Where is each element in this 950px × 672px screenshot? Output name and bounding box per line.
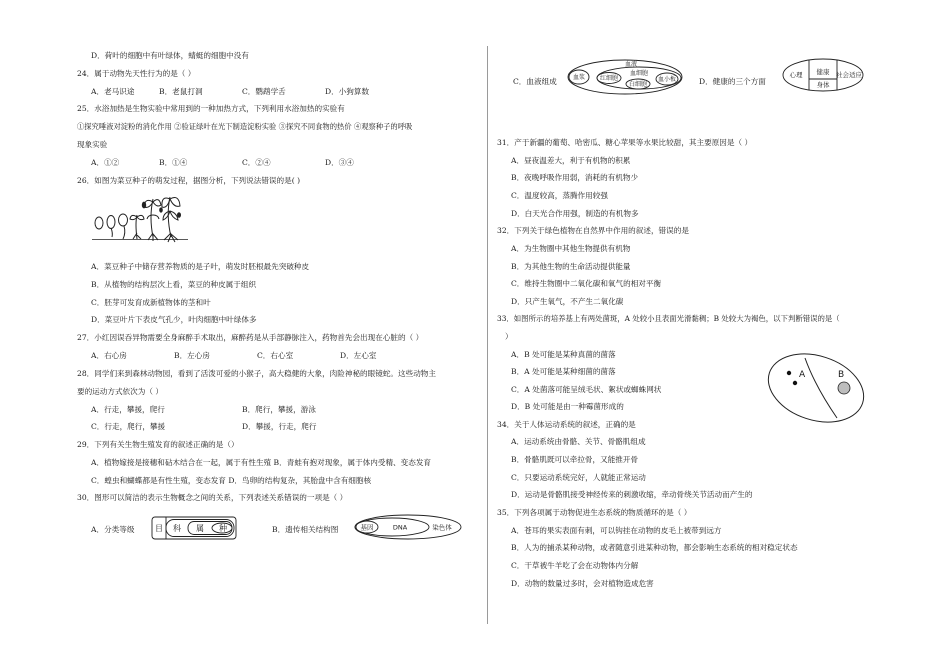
physical-label: 身体 (816, 81, 830, 89)
right-column (489, 0, 950, 672)
region-b-label: B (838, 370, 845, 380)
q24-option-b: B．老鼠打洞 (159, 87, 203, 96)
q23-option-d: D．荷叶的细胞中有叶绿体，蜻蜓的细胞中没有 (91, 51, 249, 60)
blood-label: 血液 (624, 61, 638, 68)
q25-statements-cont: 现象实验 (77, 140, 108, 149)
q26-option-c: C．胚芽可发育成新植物体的茎和叶 (91, 298, 211, 307)
q34-option-a: A．运动系统由骨骼、关节、骨骼肌组成 (511, 437, 646, 446)
q29-options-ab: A．植物嫁接是接穗和砧木结合在一起，属于有性生殖 B．青蛙有抱对现象，属于体内受精、变态发育 (91, 458, 432, 467)
q35-option-d: D．动物的数量过多时，会对植物造成危害 (511, 579, 654, 588)
q28-stem-cont: 要的运动方式依次为（ ） (77, 387, 163, 396)
chromosome-label: 染色体 (432, 523, 452, 532)
q33-option-c: C．A 处菌落可能呈绒毛状、絮状或蜘蛛网状 (511, 385, 662, 394)
q32-option-b: B．为其他生物的生命活动提供能量 (511, 262, 631, 271)
q28-stem: 28．同学们来到森林动物园，看到了活泼可爱的小猴子，高大稳健的大象，肉险神秘的眼镜蛇。这些动物主 (77, 369, 436, 378)
q34-stem: 34．关于人体运动系统的叙述，正确的是 (497, 420, 636, 429)
q31-stem: 31．产于新疆的葡萄、哈密瓜、糖心苹果等水果比较甜，其主要原因是（ ） (497, 138, 753, 147)
q33-option-a: A．B 处可能是某种真菌的菌落 (511, 350, 616, 359)
q34-option-b: B．骨骼肌既可以牵拉骨，又能推开骨 (511, 455, 639, 464)
q34-option-d: D．运动是骨骼肌接受神经传来的刺激收缩，牵动骨绕关节活动而产生的 (511, 490, 753, 499)
q32-stem: 32．下列关于绿色植物在自然界中作用的叙述，错误的是 (497, 226, 689, 235)
q35-stem: 35．下列各项属于动物促进生态系统的物质循环的是（ ） (497, 508, 692, 517)
q26-option-a: A．菜豆种子中储存营养物质的是子叶，萌发时胚根最先突破种皮 (91, 262, 310, 271)
q25-option-d: D．③④ (325, 158, 354, 167)
gene-label: 基因 (360, 523, 374, 532)
blood-composition-diagram (565, 57, 685, 97)
q32-option-c: C．维持生物圈中二氧化碳和氧气的相对平衡 (511, 279, 662, 288)
mental-label: 心理 (789, 71, 803, 79)
q24-stem: 24．属于动物先天性行为的是（ ） (77, 69, 196, 78)
q35-option-c: C．干草被牛羊吃了会在动物体内分解 (511, 561, 639, 570)
q33-stem: 33．如图所示的培养基上有两处菌斑，A 处较小且表面光滑黏稠；B 处较大为褐色，以下判断错误的是（ (497, 314, 840, 323)
q34-option-c: C．只要运动系统完好，人就能正常运动 (511, 473, 646, 482)
taxonomy-label-species: 种 (219, 524, 227, 533)
colony-a-dot-1 (787, 371, 791, 375)
health-three-aspects-diagram (781, 57, 865, 93)
plasma-label: 血浆 (572, 74, 586, 81)
taxonomy-label-family: 科 (173, 524, 181, 533)
platelet-label: 血小板 (657, 76, 677, 83)
q32-option-a: A．为生物圈中其他生物提供有机物 (511, 244, 631, 253)
petri-dish-figure (765, 352, 867, 424)
q28-option-d: D．攀援，行走，爬行 (242, 422, 317, 431)
q24-option-a: A．老马识途 (91, 87, 135, 96)
taxonomy-nested-diagram (150, 514, 240, 542)
q27-stem: 27．小红因误吞异物需要全身麻醉手术取出，麻醉药是从手部静脉注入，药物首先会出现在心脏的（ ） (77, 333, 424, 342)
q24-option-d: D．小狗算数 (325, 87, 370, 96)
q28-option-a: A．行走，攀援，爬行 (91, 405, 165, 414)
q30-option-b: B．遗传相关结构图 (272, 525, 339, 534)
q28-option-b: B．爬行，攀援，游泳 (242, 405, 316, 414)
taxonomy-label-order: 目 (155, 524, 163, 533)
q30-option-a: A．分类等级 (91, 525, 135, 534)
q29-options-cd: C．蝗虫和蝴蝶都是有性生殖，变态发育 D．鸟卵的结构复杂，其胎盘中含有细胞核 (91, 476, 372, 485)
gene-dna-chromosome-diagram (352, 512, 464, 542)
q33-option-b: B．A 处可能是某种细菌的菌落 (511, 367, 616, 376)
taxonomy-label-genus: 属 (196, 524, 204, 533)
q27-option-c: C．右心室 (257, 351, 294, 360)
q31-option-d: D．白天光合作用强，制造的有机物多 (511, 209, 639, 218)
q27-option-b: B．左心房 (174, 351, 210, 360)
q27-option-d: D．左心室 (340, 351, 377, 360)
health-label: 健康 (816, 68, 830, 76)
q32-option-d: D．只产生氧气，不产生二氧化碳 (511, 297, 624, 306)
q31-option-c: C．温度较高，蒸腾作用较强 (511, 191, 608, 200)
q28-option-c: C．行走，爬行，攀援 (91, 422, 166, 431)
colony-b (838, 382, 850, 394)
q25-option-c: C．②④ (242, 158, 271, 167)
q24-option-c: C．鹦鹉学舌 (242, 87, 286, 96)
blood-cell-label: 血细胞 (629, 70, 649, 77)
social-label: 社会适应 (836, 71, 862, 79)
q30-stem: 30．图形可以简洁的表示生物概念之间的关系，下列表述关系错误的一项是（ ） (77, 493, 348, 502)
q25-option-a: A．①② (91, 158, 120, 167)
dna-label: DNA (392, 523, 408, 532)
q30-option-c: C．血液组成 (513, 77, 557, 86)
column-divider (487, 46, 488, 624)
q33-stem-cont: ） (505, 332, 513, 341)
q25-stem: 25．水浴加热是生物实验中常用到的一种加热方式，下列利用水浴加热的实验有 (77, 104, 345, 113)
region-a-label: A (799, 370, 806, 380)
q27-option-a: A．右心房 (91, 351, 127, 360)
q35-option-b: B．人为的捕杀某种动物，或者随意引进某种动物，都会影响生态系统的相对稳定状态 (511, 543, 798, 552)
q33-option-d: D．B 处可能是由一种霉菌形成的 (511, 402, 624, 411)
red-blood-cell-label: 红细胞 (599, 75, 619, 82)
q26-option-b: B．从植物的结构层次上看，菜豆的种皮属于组织 (91, 280, 257, 289)
q26-stem: 26．如图为菜豆种子的萌发过程，据图分析，下列说法错误的是( ) (77, 176, 301, 185)
colony-a-dot-2 (793, 381, 797, 385)
q25-option-b: B．①④ (159, 158, 188, 167)
q35-option-a: A．苍耳的果实表面有刺，可以钩挂在动物的皮毛上被带到远方 (511, 526, 722, 535)
q25-statements: ①探究唾液对淀粉的消化作用 ②验证绿叶在光下制造淀粉实验 ③探究不同食物的热价 ④观察种子的呼吸 (77, 122, 413, 131)
q30-option-d: D．健康的三个方面 (699, 77, 766, 86)
q26-option-d: D．菜豆叶片下表皮气孔少，叶肉细胞中叶绿体多 (91, 315, 257, 324)
q31-option-a: A．昼夜温差大，利于有机物的积累 (511, 156, 631, 165)
q29-stem: 29．下列有关生物生殖发育的叙述正确的是（） (77, 440, 239, 449)
bean-germination-figure (92, 193, 188, 243)
white-blood-cell-label: 白细胞 (628, 81, 648, 88)
q31-option-b: B．夜晚呼吸作用弱，消耗的有机物少 (511, 173, 639, 182)
